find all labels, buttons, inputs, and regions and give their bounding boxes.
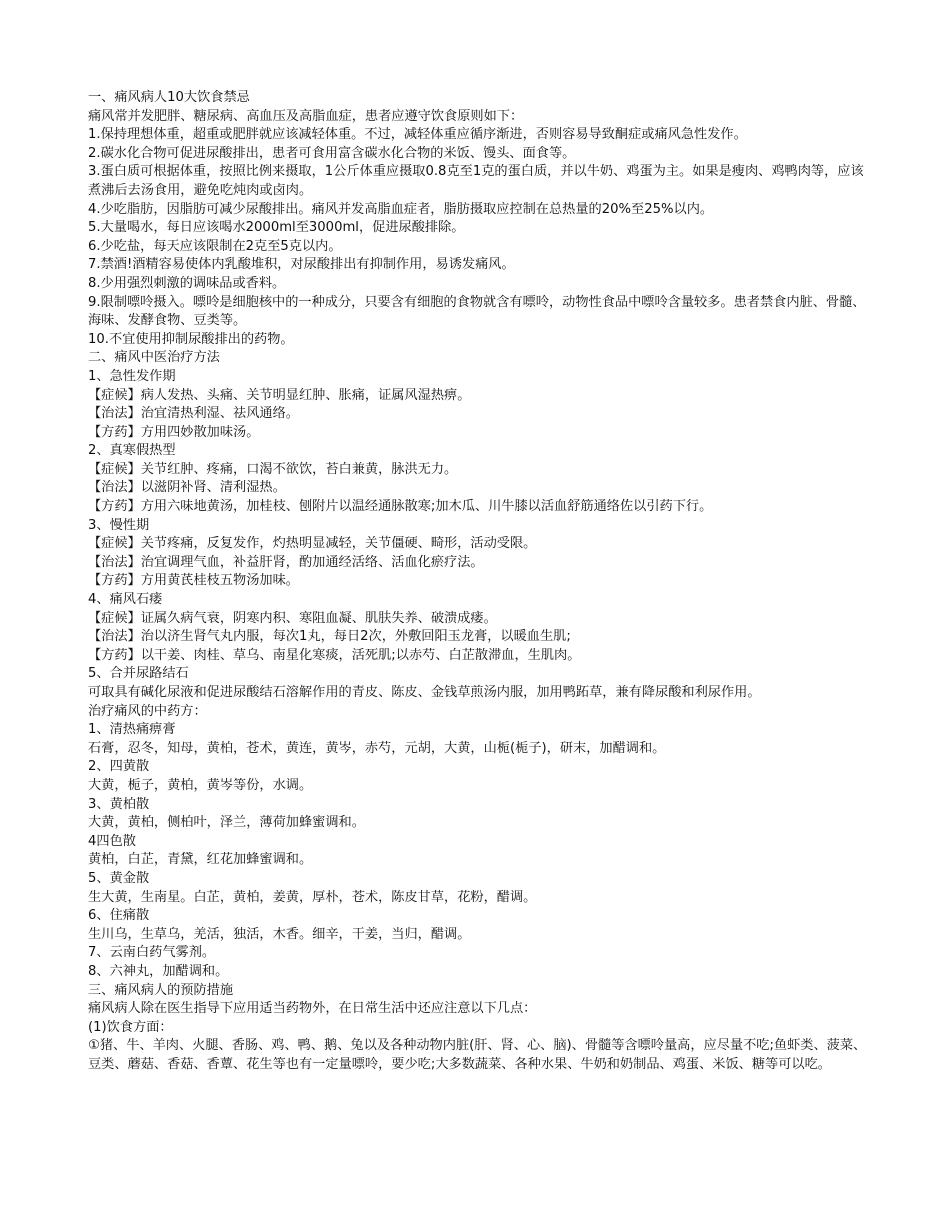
paragraph: 【症候】关节疼痛，反复发作，灼热明显减轻，关节僵硬、畸形，活动受限。 [88, 536, 537, 552]
paragraph: 痛风病人除在医生指导下应用适当药物外，在日常生活中还应注意以下几点： [88, 1001, 537, 1017]
paragraph: 生大黄，生南星。白芷，黄柏，姜黄，厚朴，苍术，陈皮甘草，花粉，醋调。 [88, 889, 537, 905]
section-heading: 三、痛风病人的预防措施 [88, 982, 234, 998]
subsection-heading: 4、痛风石瘘 [88, 592, 163, 608]
list-item: 9.限制嘌呤摄入。嘌呤是细胞核中的一种成分，只要含有细胞的食物就含有嘌呤，动物性食品中嘌呤含量较多。患者禁食内脏、骨髓、海味、发酵食物、豆类等。 [88, 294, 866, 329]
list-item: 5.大量喝水，每日应该喝水2000ml至3000ml，促进尿酸排除。 [88, 220, 465, 236]
paragraph: 【治法】治宜清热利湿、祛风通络。 [88, 406, 299, 422]
list-item: 4.少吃脂肪，因脂肪可减少尿酸排出。痛风并发高脂血症者，脂肪摄取应控制在总热量的20%至25%以内。 [88, 201, 714, 217]
paragraph: 【症候】病人发热、头痛、关节明显红肿、胀痛，证属风湿热痹。 [88, 387, 471, 403]
paragraph: 治疗痛风的中药方： [88, 703, 207, 719]
list-item: 8.少用强烈刺激的调味品或香料。 [88, 275, 286, 291]
subsection-heading: 3、黄柏散 [88, 796, 150, 812]
subsection-heading: 5、合并尿路结石 [88, 666, 189, 682]
subsection-heading: 8、六神丸，加醋调和。 [88, 963, 229, 979]
paragraph: 石膏，忍冬，知母，黄柏，苍术，黄连，黄岑，赤芍，元胡，大黄，山栀(栀子)，研末，加醋调和。 [88, 740, 666, 756]
list-item: 6.少吃盐，每天应该限制在2克至5克以内。 [88, 238, 342, 254]
paragraph: ①猪、牛、羊肉、火腿、香肠、鸡、鸭、鹅、兔以及各种动物内脏(肝、肾、心、脑)、骨髓等含嘌呤量高，应尽量不吃;鱼虾类、菠菜、豆类、蘑菇、香菇、香蕈、花生等也有一定量嘌呤，要少吃;大多数蔬菜、各种水果、牛奶和奶制品、鸡蛋、米饭、糖等可以吃。 [88, 1038, 867, 1072]
subsection-heading: 5、黄金散 [88, 870, 150, 886]
paragraph: 【治法】治宜调理气血，补益肝肾，酌加通经活络、活血化瘀疗法。 [88, 554, 484, 570]
subsection-heading: 3、慢性期 [88, 517, 150, 533]
list-item: 1.保持理想体重，超重或肥胖就应该减轻体重。不过，减轻体重应循序渐进，否则容易导致酮症或痛风急性发作。 [88, 127, 747, 143]
paragraph: 【方药】以干姜、肉桂、草乌、南星化寒痰，活死肌;以赤芍、白芷散滞血，生肌肉。 [88, 647, 581, 663]
list-item: 3.蛋白质可根据体重，按照比例来摄取，1公斤体重应摄取0.8克至1克的蛋白质，并以牛奶、鸡蛋为主。如果是瘦肉、鸡鸭肉等，应该煮沸后去汤食用，避免吃炖肉或卤肉。 [88, 164, 864, 198]
list-item: 2.碳水化合物可促进尿酸排出，患者可食用富含碳水化合物的米饭、馒头、面食等。 [88, 145, 576, 161]
subsection-heading: 4四色散 [88, 833, 136, 849]
paragraph: 生川乌，生草乌，羌活，独活，木香。细辛，干姜，当归，醋调。 [88, 926, 471, 942]
list-item: 7.禁酒!酒精容易使体内乳酸堆积，对尿酸排出有抑制作用，易诱发痛风。 [88, 257, 515, 273]
document-body [88, 89, 868, 1074]
paragraph: 大黄，栀子，黄柏，黄岑等份，水调。 [88, 777, 313, 793]
subsection-heading: 1、清热痛痹膏 [88, 722, 176, 738]
paragraph: 大黄，黄柏，侧柏叶，泽兰，薄荷加蜂蜜调和。 [88, 815, 365, 831]
subsection-heading: 7、云南白药气雾剂。 [88, 945, 216, 961]
paragraph: 【方药】方用黄芪桂枝五物汤加味。 [88, 573, 299, 589]
list-item: 10.不宜使用抑制尿酸排出的药物。 [88, 331, 294, 347]
paragraph: 【方药】方用六味地黄汤，加桂枝、刨附片以温经通脉散寒;加木瓜、川牛膝以活血舒筋通络佐以引药下行。 [88, 499, 713, 515]
subsection-heading: 1、急性发作期 [88, 368, 176, 384]
paragraph: 黄柏，白芷，青黛，红花加蜂蜜调和。 [88, 852, 313, 868]
paragraph: 【治法】治以济生肾气丸内服，每次1丸，每日2次，外敷回阳玉龙膏，以暖血生肌; [88, 629, 571, 645]
paragraph: 痛风常并发肥胖、糖尿病、高血压及高脂血症，患者应遵守饮食原则如下： [88, 108, 524, 124]
paragraph: 【症候】关节红肿、疼痛，口渴不欲饮，苔白兼黄，脉洪无力。 [88, 461, 458, 477]
paragraph: 【方药】方用四妙散加味汤。 [88, 424, 260, 440]
subsection-heading: 2、真寒假热型 [88, 443, 176, 459]
subsection-heading: (1)饮食方面： [88, 1019, 173, 1035]
subsection-heading: 2、四黄散 [88, 759, 150, 775]
paragraph: 【治法】以滋阴补肾、清利湿热。 [88, 480, 286, 496]
section-heading: 二、痛风中医治疗方法 [88, 350, 220, 366]
subsection-heading: 6、住痛散 [88, 908, 150, 924]
section-heading: 一、痛风病人10大饮食禁忌 [88, 90, 250, 105]
paragraph: 【症候】证属久病气衰，阴寒内积、寒阻血凝、肌肤失养、破溃成瘘。 [88, 610, 497, 626]
paragraph: 可取具有碱化尿液和促进尿酸结石溶解作用的青皮、陈皮、金钱草煎汤内服，加用鸭跖草，兼有降尿酸和利尿作用。 [88, 685, 761, 700]
